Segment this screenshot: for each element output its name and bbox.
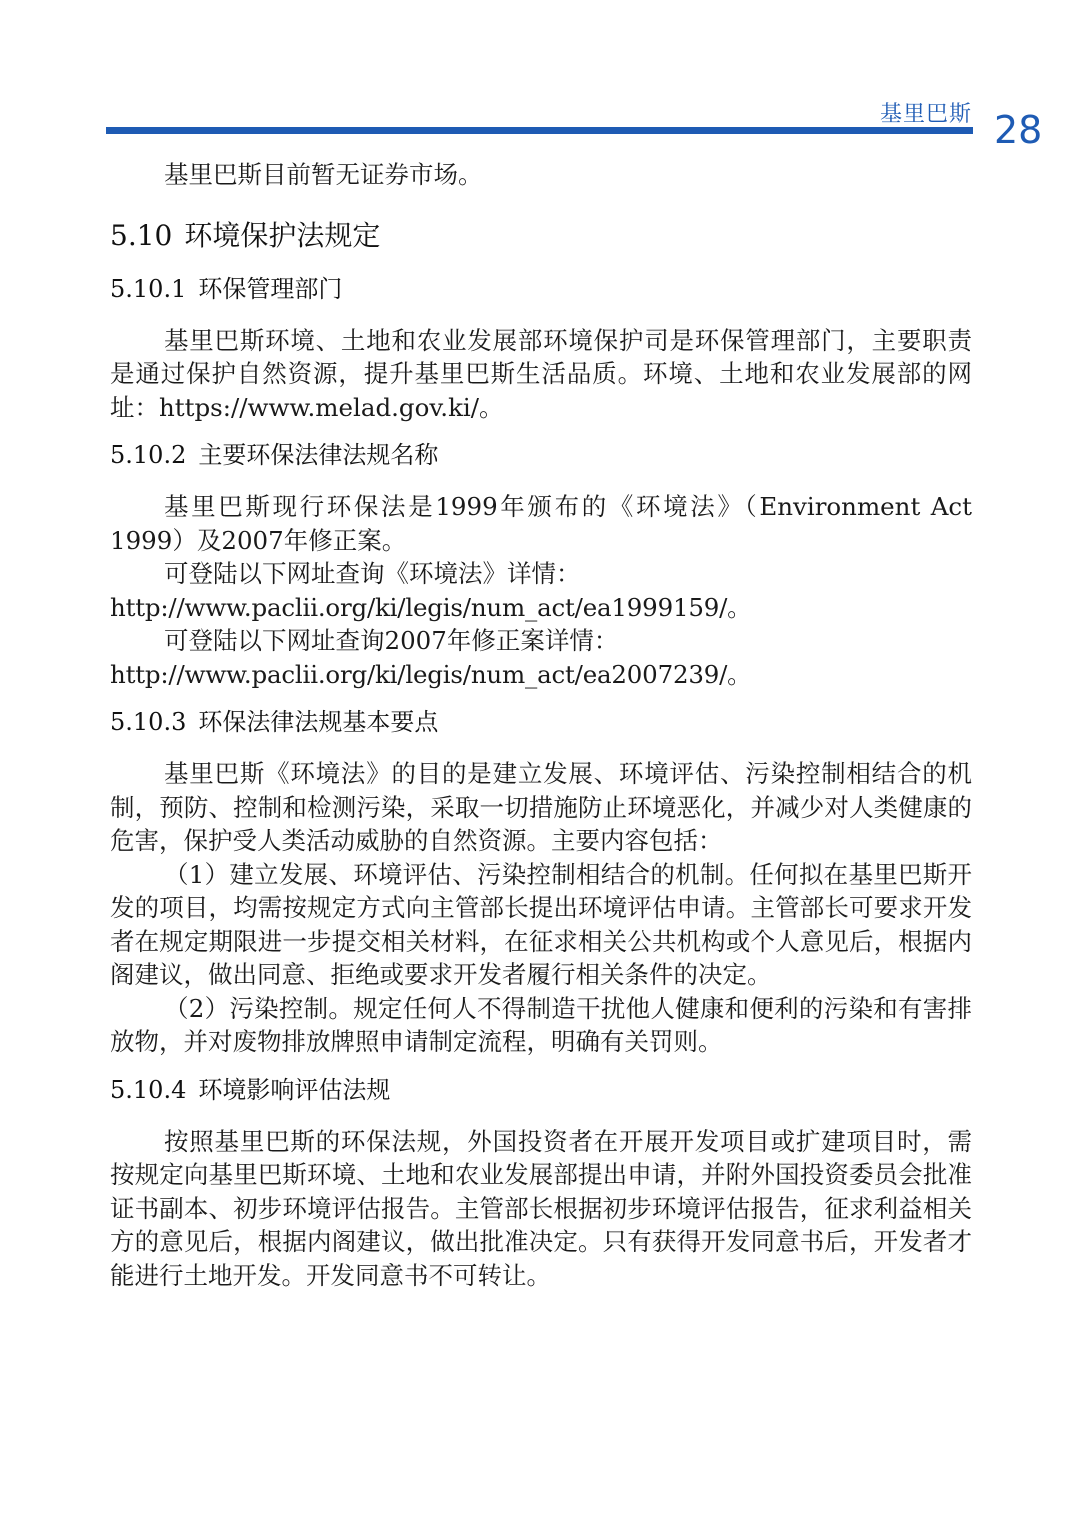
subsection-heading-4 bbox=[110, 1073, 972, 1107]
subsection-heading-1 bbox=[110, 272, 972, 306]
intro-paragraph: 基里巴斯目前暂无证券市场。 bbox=[164, 160, 483, 189]
paragraph: 按照基里巴斯的环保法规，外国投资者在开展开发项目或扩建项目时，需按规定向基里巴斯环境、土地和农业发展部提出申请，并附外国投资委员会批准证书副本、初步环境评估报告。主管部长根据初步环境评估报告，征求利益相关方的意见后，根据内阁建议，做出批准决定。只有获得开发同意书后，开发者才能进行土地开发。开发同意书不可转让。 bbox=[110, 1126, 972, 1290]
paragraph: 基里巴斯环境、土地和农业发展部环境保护司是环保管理部门，主要职责是通过保护自然资源，提升基里巴斯生活品质。环境、土地和农业发展部的网址：https://www.melad.gov.ki/。 bbox=[110, 325, 972, 422]
paragraph: 基里巴斯《环境法》的目的是建立发展、环境评估、污染控制相结合的机制，预防、控制和检测污染，采取一切措施防止环境恶化，并减少对人类健康的危害，保护受人类活动威胁的自然资源。主要内容包括： bbox=[110, 759, 972, 855]
subsection-number: 5.10.4 bbox=[110, 1075, 187, 1104]
section-heading bbox=[110, 218, 972, 254]
subsection-number: 5.10.1 bbox=[110, 274, 187, 303]
subsection-heading-2 bbox=[110, 438, 972, 472]
paragraph: 可登陆以下网址查询2007年修正案详情： bbox=[164, 626, 619, 655]
section-title: 环境保护法规定 bbox=[184, 218, 381, 252]
header-rule bbox=[106, 127, 973, 134]
list-item-paragraph: （2）污染控制。规定任何人不得制造干扰他人健康和便利的污染和有害排放物，并对废物排放牌照申请制定流程，明确有关罚则。 bbox=[110, 993, 972, 1056]
subsection-heading-3 bbox=[110, 705, 972, 739]
list-item-paragraph: （1）建立发展、环境评估、污染控制相结合的机制。任何拟在基里巴斯开发的项目，均需按规定方式向主管部长提出环境评估申请。主管部长可要求开发者在规定期限进一步提交相关材料，在征求相关公共机构或个人意见后，根据内阁建议，做出同意、拒绝或要求开发者履行相关条件的决定。 bbox=[110, 859, 972, 989]
header-country-label: 基里巴斯 bbox=[879, 102, 972, 127]
paragraph: 可登陆以下网址查询《环境法》详情： bbox=[164, 559, 581, 588]
page-header bbox=[0, 0, 1080, 160]
subsection-title: 环保管理部门 bbox=[198, 274, 343, 303]
section-number: 5.10 bbox=[110, 218, 173, 252]
subsection-title: 环境影响评估法规 bbox=[198, 1075, 391, 1104]
paragraph: 基里巴斯现行环保法是1999年颁布的《环境法》（Environment Act 1999）及2007年修正案。 bbox=[110, 492, 972, 555]
amendment-url: http://www.paclii.org/ki/legis/num_act/ea2007239/。 bbox=[110, 659, 752, 689]
page-number: 28 bbox=[994, 108, 1043, 152]
document-body bbox=[110, 158, 972, 1292]
environment-act-url: http://www.paclii.org/ki/legis/num_act/ea1999159/。 bbox=[110, 592, 752, 622]
subsection-title: 环保法律法规基本要点 bbox=[198, 708, 439, 736]
subsection-number: 5.10.2 bbox=[110, 441, 187, 469]
subsection-title: 主要环保法律法规名称 bbox=[198, 441, 439, 469]
subsection-number: 5.10.3 bbox=[110, 708, 187, 736]
